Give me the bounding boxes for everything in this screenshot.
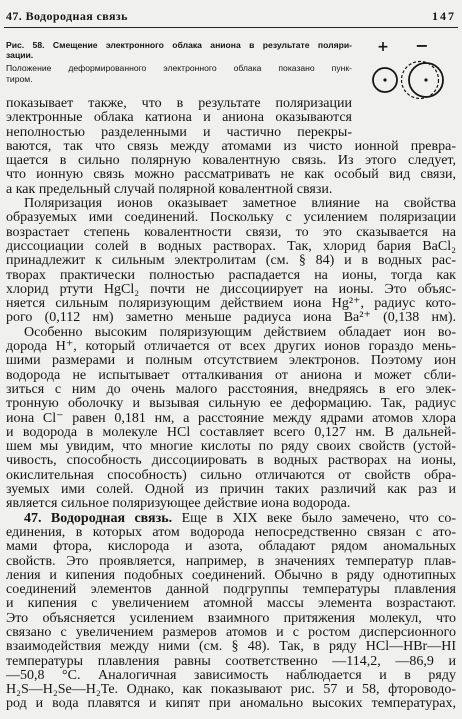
line-text: образуемых ими соединений. Поскольку с усилением поляризации — [6, 210, 456, 226]
text-line — [6, 111, 352, 125]
text-line — [6, 626, 456, 640]
caption-line — [6, 40, 352, 50]
line-text: Особенно высоким поляризующим действием обладает ион во- — [24, 324, 456, 340]
line-text: диссоциации солей в водных растворах. Так, хлорид бария BaCl₂ — [6, 238, 456, 254]
line-text: взаимодействия между ними (см. § 48). Так, в ряду HCl—HBr—HI — [6, 639, 456, 655]
line-text: род и вода плавятся и кипят при аномально высоких температурах, — [6, 696, 456, 712]
text-line — [6, 326, 456, 340]
text-line — [6, 183, 456, 197]
line-text: чивость, способность диссоциировать в водных растворах на ионы, — [6, 453, 456, 469]
text-line — [6, 683, 456, 697]
header-rule — [4, 27, 458, 28]
text-line — [6, 283, 456, 297]
line-text: показывает также, что в результате поляризации — [6, 96, 352, 111]
text-line — [6, 254, 456, 268]
text-line — [6, 526, 456, 540]
text-line — [6, 540, 456, 554]
line-text: ления и кипения подобных соединений. Обычно в ряду однотипных — [6, 567, 456, 583]
line-text: водорода не испытывает отталкивания от аниона и может сбли- — [6, 367, 456, 383]
anion-nucleus — [424, 78, 427, 81]
text-line — [6, 497, 456, 511]
line-text: мами фтора, кислорода и азота, обладают рядом аномальных — [6, 539, 456, 555]
caption-line-text: Положение деформированного электронного облака показано пунк- — [6, 63, 352, 74]
text-line — [6, 640, 456, 654]
text-line — [6, 354, 456, 368]
text-line — [6, 397, 456, 411]
text-line — [6, 697, 456, 711]
text-line — [6, 97, 352, 111]
text-line — [6, 269, 456, 283]
running-head: 47. Водородная связь — [6, 9, 128, 23]
text-line — [6, 483, 456, 497]
line-text: возрастает степень ковалентности связи, то это сказывается на — [6, 224, 456, 240]
text-line — [6, 340, 456, 354]
line-text: щается в сильно полярную ковалентную связь. Из этого следует, — [6, 153, 456, 169]
text-line — [6, 197, 456, 211]
text-line — [6, 211, 456, 225]
line-text: является сильное поляризующее действие иона водорода. — [6, 496, 351, 512]
text-line — [6, 168, 456, 182]
caption-line — [6, 74, 352, 84]
line-text: окислительная способность) сильно отличаются от свойств обра- — [6, 467, 456, 483]
text-line — [6, 569, 456, 583]
caption-title — [6, 40, 352, 60]
caption-line-text: зации. — [6, 50, 34, 61]
line-text: шими размерами и полным отсутствием электронов. Поэтому ион — [6, 353, 456, 369]
text-line — [6, 655, 456, 669]
text-line — [6, 469, 456, 483]
caption-line — [6, 50, 352, 60]
line-text: соединений элементов данной подгруппы температуры плавления — [6, 582, 456, 598]
text-line — [6, 369, 456, 383]
line-text: Это объясняется усилением взаимного притяжения молекул, что — [6, 610, 456, 626]
line-text: а как предельный случай полярной ковалентной связи. — [6, 181, 333, 197]
line-text: тронную оболочку и вызывая сильную ее деформацию. Так, радиус — [6, 396, 456, 412]
minus-sign-label: − — [415, 36, 429, 55]
line-text: рого (0,112 нм) заметно меньше радиуса иона Ba²⁺ (0,138 нм). — [6, 310, 456, 326]
line-text: H₂S—H₂Se—H₂Te. Однако, как показывают рис. 57 и 58, фтороводо- — [6, 682, 456, 698]
text-line — [6, 226, 456, 240]
section-paragraph — [6, 512, 456, 712]
line-text: —50,8 °C. Аналогичная зависимость наблюдается и в ряду — [6, 667, 456, 683]
text-line — [6, 140, 456, 154]
text-line — [6, 597, 456, 611]
line-text: хлорид ртути HgCl₂ почти не диссоциирует на ионы. Это объяс- — [6, 281, 456, 297]
text-line — [6, 311, 456, 325]
line-text: связано с увеличением размеров атомов и с ростом дисперсионного — [6, 624, 456, 640]
caption-line-text: тиром. — [6, 73, 33, 84]
line-text: неполностью разделенными и частично перекры- — [6, 124, 352, 140]
text-line — [6, 440, 456, 454]
line-text: няется сильным поляризующим действием иона Hg²⁺, радиус кото- — [6, 296, 456, 312]
line-text: иона Cl⁻ равен 0,181 нм, а расстояние между ядрами атомов хлора — [6, 410, 456, 426]
line-text: ваются, так что связь между атомами из чисто ионной превра- — [6, 138, 456, 154]
text-line — [6, 426, 456, 440]
deformed-cloud-outline — [402, 62, 439, 99]
text-line — [6, 454, 456, 468]
line-text: зуемых ими солей. Одной из причин таких различий как раз и — [6, 482, 456, 498]
line-text: принадлежит к сильным электролитам (см. § 84) и в водных рас- — [6, 253, 456, 269]
text-line — [6, 669, 456, 683]
line-text: Поляризация ионов оказывает заметное влияние на свойства — [24, 196, 456, 212]
text-line — [6, 383, 456, 397]
text-line — [6, 297, 456, 311]
polarization-figure — [356, 36, 458, 104]
line-text: электронные облака катиона и аниона оказываются — [6, 110, 352, 126]
text-line — [6, 612, 456, 626]
cation-nucleus — [383, 78, 386, 81]
text-line — [6, 512, 456, 526]
line-text: зиться с ним до очень малого расстояния, внедряясь в его элек- — [6, 381, 456, 397]
text-line — [6, 412, 456, 426]
text-line — [6, 240, 456, 254]
caption-line — [6, 63, 352, 73]
plus-sign-label: + — [377, 39, 389, 55]
line-text: свойств. Это проявляется, например, в значениях температур плав- — [6, 553, 456, 569]
line-text: и водорода в молекуле HCl составляет всего 0,127 нм. В дальней- — [6, 424, 456, 440]
page-number: 147 — [432, 9, 456, 23]
line-text: температуры плавления равны соответственно —114,2, —86,9 и — [6, 653, 456, 669]
line-text: шем мы увидим, что многие кислоты по ряду своих свойств (устой- — [6, 439, 456, 455]
figure-caption — [6, 40, 352, 84]
text-line — [6, 583, 456, 597]
paragraph — [6, 326, 456, 512]
section-heading: 47. Водородная связь. — [24, 510, 173, 526]
line-text: и кипения с увеличением атомной массы элемента возрастают. — [6, 596, 456, 612]
body-text — [6, 97, 456, 712]
caption-note — [6, 63, 352, 83]
line-text: что ионную связь можно рассматривать не как особый вид связи, — [6, 167, 456, 183]
text-line — [6, 154, 456, 168]
caption-line-text: Рис. 58. Смещение электронного облака аниона в результате поляри- — [6, 40, 352, 50]
line-text: творах практически полностью распадается на ионы, тогда как — [6, 267, 456, 283]
line-text: Еще в XIX веке было замечено, что со- — [181, 510, 457, 526]
line-text: единения, в которых атом водорода непосредственно связан с ато- — [6, 524, 456, 540]
paragraph — [6, 97, 456, 197]
text-line — [6, 126, 352, 140]
text-line — [6, 555, 456, 569]
line-text: дорода H⁺, который отличается от всех других ионов гораздо мень- — [6, 339, 456, 355]
paragraph — [6, 197, 456, 326]
